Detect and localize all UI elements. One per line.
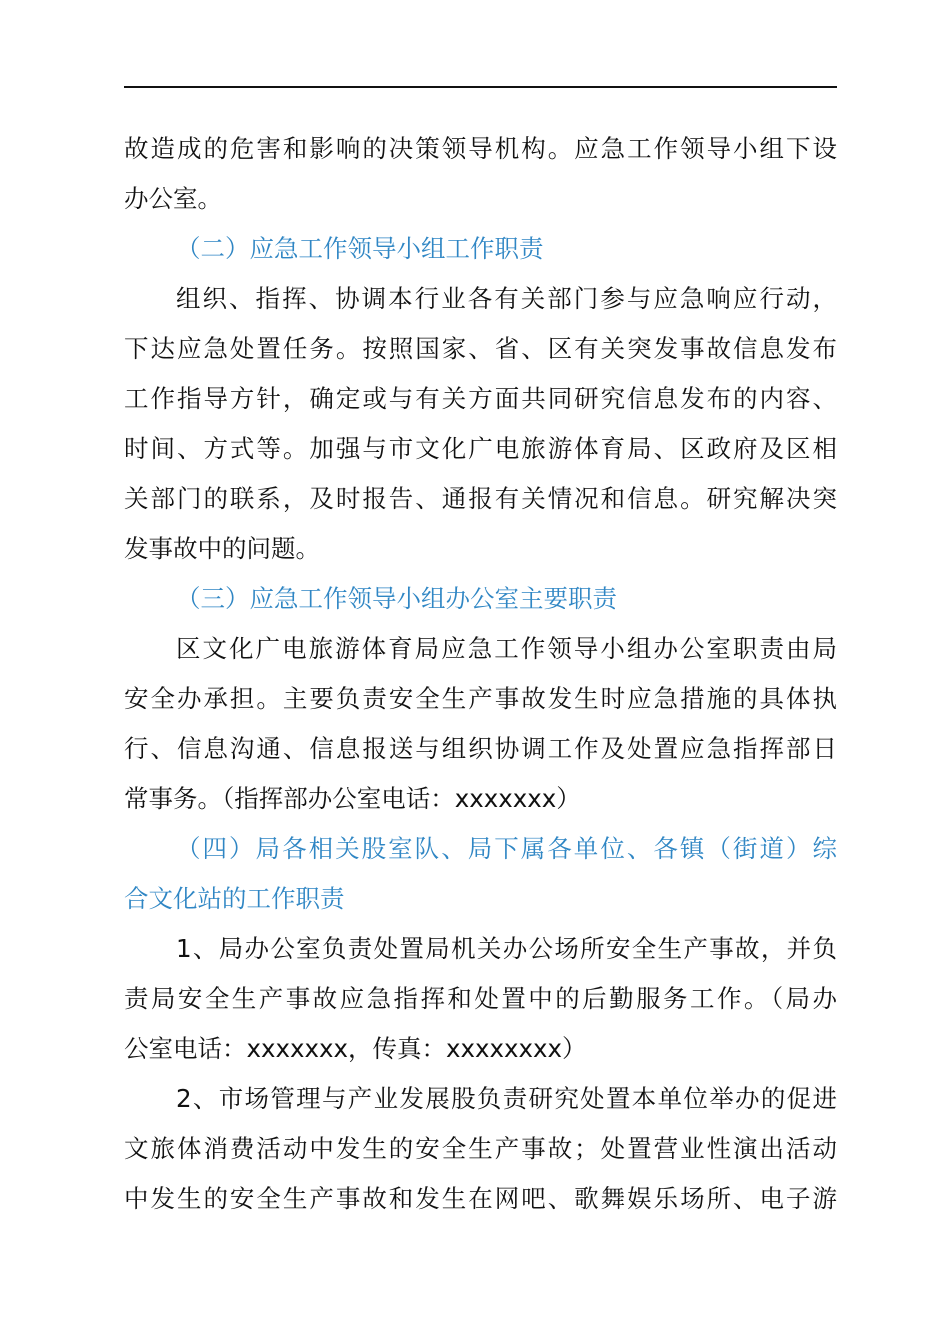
header-rule <box>124 86 837 88</box>
body-line: 1、局办公室负责处置局机关办公场所安全生产事故，并负 <box>176 934 837 963</box>
section-heading: （二）应急工作领导小组工作职责 <box>176 234 544 263</box>
body-line: 发事故中的问题。 <box>124 534 320 563</box>
document-body <box>124 124 837 1224</box>
section-heading: （四）局各相关股室队、局下属各单位、各镇（街道）综 <box>176 834 837 863</box>
body-line: 责局安全生产事故应急指挥和处置中的后勤服务工作。（局办 <box>124 984 837 1013</box>
body-line: 中发生的安全生产事故和发生在网吧、歌舞娱乐场所、电子游 <box>124 1184 837 1213</box>
body-line: 2、市场管理与产业发展股负责研究处置本单位举办的促进 <box>176 1084 837 1113</box>
body-line: 办公室。 <box>124 184 222 213</box>
section-heading: 合文化站的工作职责 <box>124 884 345 913</box>
body-line: 文旅体消费活动中发生的安全生产事故；处置营业性演出活动 <box>124 1134 837 1163</box>
body-line: 公室电话：xxxxxxx，传真：xxxxxxxx） <box>124 1034 587 1063</box>
body-line: 安全办承担。主要负责安全生产事故发生时应急措施的具体执 <box>124 684 837 713</box>
body-line: 工作指导方针，确定或与有关方面共同研究信息发布的内容、 <box>124 384 837 413</box>
body-line: 常事务。（指挥部办公室电话：xxxxxxx） <box>124 784 581 813</box>
body-line: 下达应急处置任务。按照国家、省、区有关突发事故信息发布 <box>124 334 837 363</box>
body-line: 区文化广电旅游体育局应急工作领导小组办公室职责由局 <box>176 634 837 663</box>
section-heading: （三）应急工作领导小组办公室主要职责 <box>176 584 617 613</box>
body-line: 组织、指挥、协调本行业各有关部门参与应急响应行动， <box>176 284 837 313</box>
body-line: 行、信息沟通、信息报送与组织协调工作及处置应急指挥部日 <box>124 734 837 763</box>
body-line: 故造成的危害和影响的决策领导机构。应急工作领导小组下设 <box>124 134 837 163</box>
body-line: 时间、方式等。加强与市文化广电旅游体育局、区政府及区相 <box>124 434 837 463</box>
body-line: 关部门的联系，及时报告、通报有关情况和信息。研究解决突 <box>124 484 837 513</box>
